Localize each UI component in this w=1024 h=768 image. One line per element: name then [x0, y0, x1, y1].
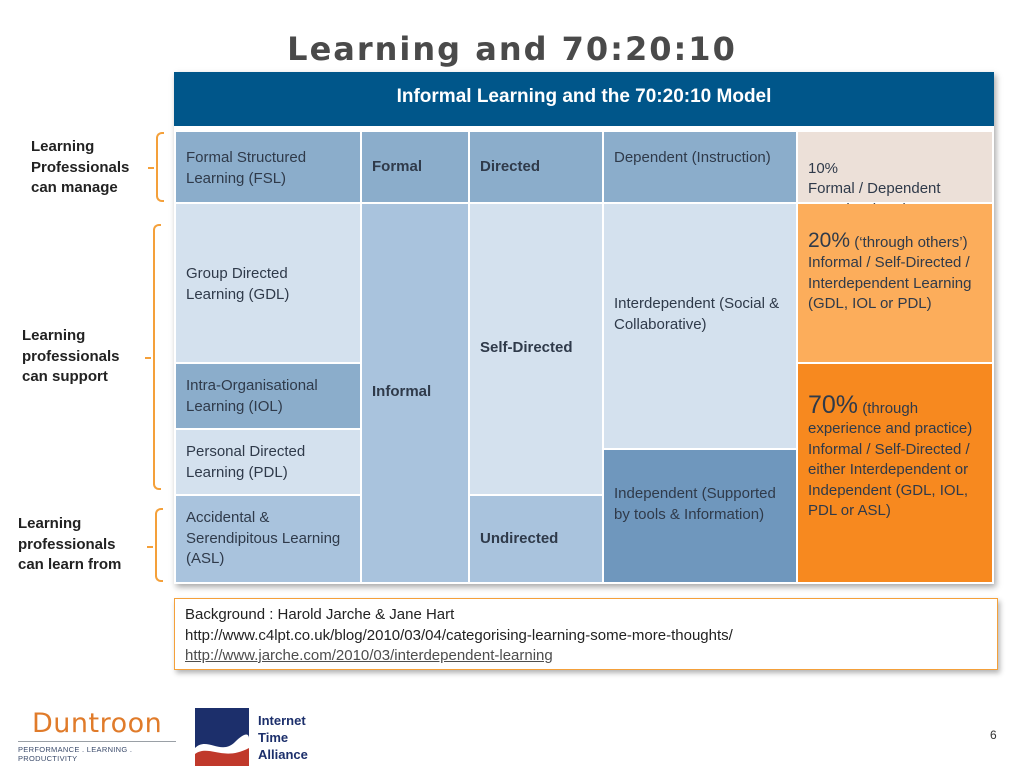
side-label-support: Learning professionals can support	[22, 327, 120, 385]
bracket-support	[153, 224, 161, 490]
fsl-level-label: Formal	[372, 157, 423, 175]
bracket-manage	[156, 132, 164, 202]
duntroon-rule	[18, 741, 176, 742]
iol-type-cell	[176, 364, 360, 428]
independent-cell	[604, 450, 796, 582]
side-label-manage: Learning Professionals can manage	[31, 138, 130, 196]
fsl-dependency-label: Dependent (Instruction)	[614, 149, 771, 166]
reference-link[interactable]: http://www.jarche.com/2010/03/interdependent-learning	[185, 647, 553, 664]
reference-box	[174, 598, 998, 670]
pct20-value: 20%	[808, 228, 851, 252]
slide-title: Learning and 70:20:10	[287, 30, 737, 68]
gdl-type-cell	[176, 204, 360, 362]
gdl-type-label: Group Directed Learning (GDL)	[186, 265, 290, 303]
informal-label: Informal	[372, 383, 432, 400]
pct20-cell	[798, 204, 992, 362]
reference-url-1: http://www.c4lpt.co.uk/blog/2010/03/04/categorising-learning-some-more-thoughts/	[185, 626, 733, 644]
pct20-text: (‘through others’) Informal / Self-Directed / Interdependent Learning (GDL, IOL or PDL)	[808, 233, 972, 312]
reference-background: Background : Harold Jarche & Jane Hart	[185, 606, 455, 623]
fsl-direction-cell	[470, 132, 602, 202]
pdl-type-cell	[176, 430, 360, 494]
fsl-type-cell	[176, 132, 360, 202]
interdependent-cell	[604, 204, 796, 448]
pdl-type-label: Personal Directed Learning (PDL)	[186, 443, 306, 481]
self-directed-label: Self-Directed	[480, 339, 573, 356]
fsl-direction-label: Directed	[480, 157, 541, 175]
duntroon-tagline: PERFORMANCE . LEARNING . PRODUCTIVITY	[18, 745, 133, 763]
asl-type-cell	[176, 496, 360, 582]
pct10-cell	[798, 132, 992, 202]
ita-logo-icon	[195, 708, 249, 766]
pct10-text: 10% Formal / Dependent	[808, 159, 941, 197]
fsl-type-label: Formal Structured Learning (FSL)	[186, 149, 307, 187]
ita-logo-text: Internet Time Alliance	[258, 713, 308, 762]
undirected-cell	[470, 496, 602, 582]
duntroon-name: Duntroon	[32, 708, 163, 739]
fsl-level-cell	[362, 132, 468, 202]
interdependent-label: Interdependent (Social & Collaborative)	[614, 295, 780, 333]
pct70-cell	[798, 364, 992, 582]
iol-type-label: Intra-Organisational Learning (IOL)	[186, 377, 318, 415]
self-directed-cell	[470, 204, 602, 494]
ita-wave-icon	[195, 708, 249, 766]
bracket-learn-from	[155, 508, 163, 582]
independent-label: Independent (Supported by tools & Information)	[614, 485, 776, 523]
asl-type-label: Accidental & Serendipitous Learning (ASL)	[186, 509, 341, 567]
undirected-label: Undirected	[480, 529, 559, 547]
duntroon-logo	[18, 708, 178, 763]
fsl-dependency-cell	[604, 132, 796, 202]
pct70-value: 70%	[808, 390, 859, 419]
pct70-text: (through experience and practice) Informal / Self-Directed / either Interdependent or Independent (GDL, IOL, PDL or ASL)	[808, 399, 973, 519]
side-label-learn-from: Learning professionals can learn from	[18, 515, 122, 573]
informal-cell	[362, 204, 468, 582]
page-number: 6	[990, 728, 997, 742]
table-header: Informal Learning and the 70:20:10 Model	[174, 72, 994, 130]
